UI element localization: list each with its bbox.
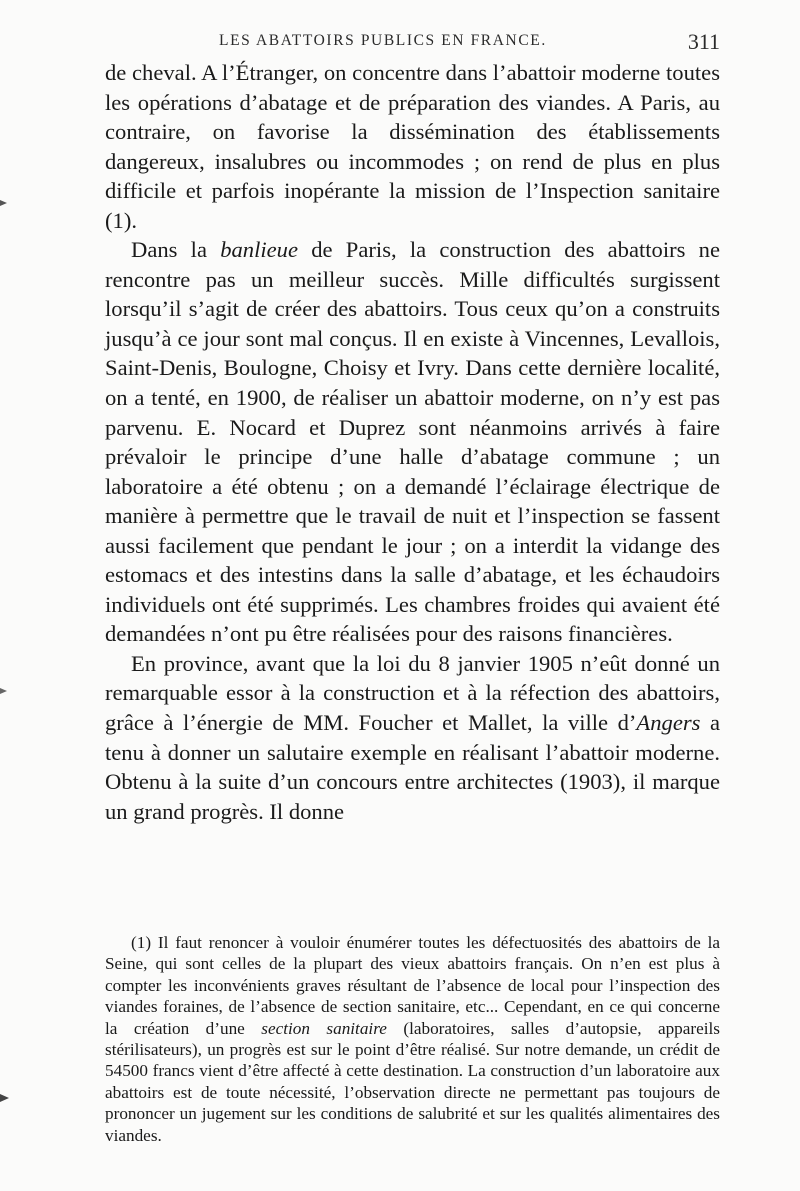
page-header xyxy=(105,30,720,54)
paragraph-2-rest: de Paris, la construction des abattoirs ne rencontre pas un meilleur succès. Mille difficultés surgissent lorsqu’il s’agit de créer des abattoirs. Tous ceux qu’on a construits jusqu’à ce jour sont mal conçus. Il en existe à Vincennes, Levallois, Saint-Denis, Boulogne, Choisy et Ivry. Dans cette dernière localité, on a tenté, en 1900, de réaliser un abattoir moderne, on n’y est pas parvenu. E. Nocard et Duprez sont néanmoins arrivés à faire prévaloir le principe d’une halle d’abatage commune ; un laboratoire a été obtenu ; on a demandé l’éclairage électrique de manière à permettre que le travail de nuit et l’inspection se fassent aussi facilement que pendant le jour ; on a interdit la vidange des estomacs et des intestins dans la salle d’abatage, et les échaudoirs individuels ont été supprimés. Les chambres froides qui avaient été demandées n’ont pu être réalisées pour des raisons financières. xyxy=(105,237,720,647)
paragraph-3 xyxy=(105,649,720,826)
margin-mark xyxy=(0,200,7,206)
running-head: LES ABATTOIRS PUBLICS EN FRANCE. xyxy=(219,32,547,49)
page-number: 311 xyxy=(687,29,720,54)
emphasis-section-sanitaire: section sanitaire xyxy=(261,1018,387,1038)
body-text xyxy=(105,58,720,826)
footnote xyxy=(105,932,720,1146)
paragraph-1: de cheval. A l’Étranger, on concentre dans l’abattoir moderne toutes les opérations d’abatage et de préparation des viandes. A Paris, au contraire, on favorise la dissémination des établissements dangereux, insalubres ou incommodes ; on rend de plus en plus difficile et parfois inopérante la mission de l’Inspection sanitaire (1). xyxy=(105,60,720,233)
paragraph-3-start: En province, avant que la loi du 8 janvier 1905 n’eût donné un remarquable essor à la construction et à la réfection des abattoirs, grâce à l’énergie de MM. Foucher et Mallet, la ville d’ xyxy=(105,650,720,736)
footnote-start: (1) Il faut renoncer à vouloir énumérer toutes les défectuosités des abattoirs de la Seine, qui sont celles de la plupart des vieux abattoirs français. On n’en est plus à compter les inconvénients graves résultant de l’absence de local pour l’inspection des viandes foraines, de l’absence de section sanitaire, etc... Cependant, en ce qui concerne la création d’une xyxy=(105,933,720,1038)
footnote-text xyxy=(105,932,720,1146)
paragraph-3-rest: a tenu à donner un salutaire exemple en réalisant l’abattoir moderne. Obtenu à la suite d’un concours entre architectes (1903), il marque un grand progrès. Il donne xyxy=(105,710,720,824)
footnote-rest: (laboratoires, salles d’autopsie, appareils stérilisateurs), un progrès est sur le point d’être réalisé. Sur notre demande, un crédit de 54500 francs vient d’être affecté à cette destination. La construction d’un laboratoire aux abattoirs est de toute nécessité, l’observation directe ne permettant pas toujours de prononcer un jugement sur les conditions de salubrité et sur les qualités alimentaires des viandes. xyxy=(105,1018,720,1145)
margin-mark xyxy=(0,688,7,694)
emphasis-angers: Angers xyxy=(636,710,701,736)
paragraph-2-start: Dans la xyxy=(131,237,221,263)
emphasis-banlieue: banlieue xyxy=(220,237,299,263)
paragraph-2 xyxy=(105,235,720,649)
margin-mark xyxy=(0,1094,9,1102)
